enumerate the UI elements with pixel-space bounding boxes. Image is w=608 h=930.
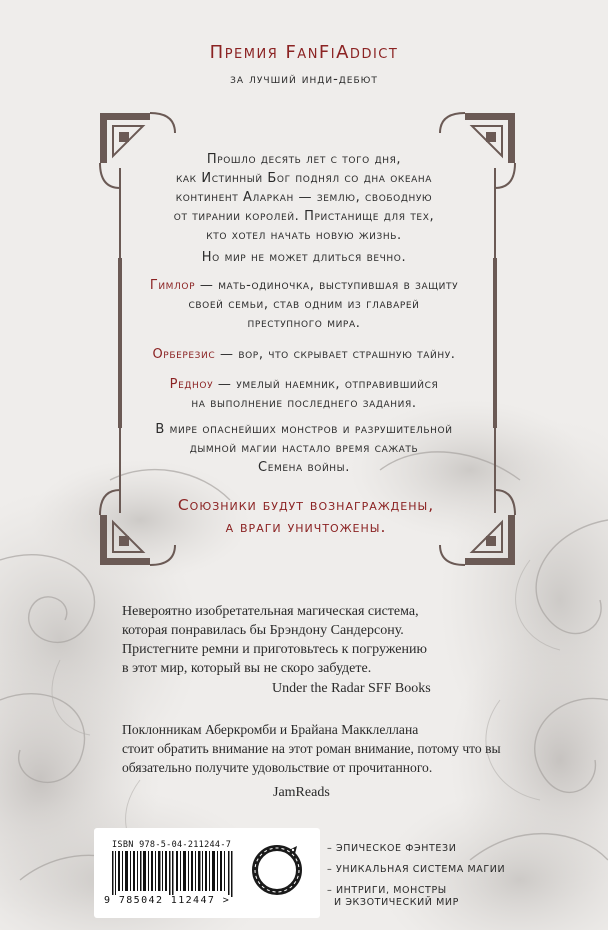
blurb-line2: Но мир не может длиться вечно. bbox=[201, 250, 407, 265]
barcode-digits: 9 785042 112447 > bbox=[104, 895, 231, 906]
ouroboros-logo-icon bbox=[245, 838, 309, 902]
character-desc: на выполнение последнего задания. bbox=[191, 396, 417, 411]
blurb-intro-line: кто хотел начать новую жизнь. bbox=[206, 228, 402, 243]
review-line: обязательно получите удовольствие от прочитанного. bbox=[122, 760, 433, 775]
review-quote bbox=[122, 720, 522, 777]
review-line: Невероятно изобретательная магическая система, bbox=[122, 604, 419, 619]
review-source: JamReads bbox=[273, 785, 330, 800]
character-name: Орберезис bbox=[152, 347, 216, 362]
blurb-intro bbox=[118, 150, 490, 245]
review-line: стоит обратить внимание на этот роман внимание, потому что вы bbox=[122, 741, 501, 756]
tagline-line: а враги уничтожены. bbox=[225, 518, 387, 536]
character-desc: своей семьи, став одним из главарей bbox=[188, 297, 420, 312]
award-subtitle: за лучший инди-дебют bbox=[230, 72, 378, 87]
character-rednou bbox=[118, 375, 490, 413]
blurb-intro-line: от тирании королей. Пристанище для тех, bbox=[173, 209, 435, 224]
character-name: Редноу bbox=[169, 377, 214, 392]
blurb-intro-line: как Истинный Бог поднял со дна океана bbox=[175, 171, 433, 186]
award-title: Премия FanFiAddict bbox=[209, 42, 399, 63]
feature-item: – ИНТРИГИ, МОНСТРЫ bbox=[327, 885, 447, 896]
review-line: которая понравилась бы Брэндону Сандерсону. bbox=[122, 623, 404, 638]
character-desc: — мать-одиночка, выступившая в защиту bbox=[195, 278, 459, 293]
character-desc: — вор, что скрывает страшную тайну. bbox=[215, 347, 456, 362]
blurb-closing bbox=[118, 420, 490, 477]
blurb-intro-line: континент Аларкан — землю, свободную bbox=[175, 190, 433, 205]
feature-item: – ЭПИЧЕСКОЕ ФЭНТЕЗИ bbox=[327, 843, 457, 854]
character-name: Гимлор bbox=[149, 278, 196, 293]
character-desc: — умелый наемник, отправившийся bbox=[213, 377, 439, 392]
blurb-closing-line: дымной магии настало время сажать bbox=[189, 441, 419, 456]
review-line: Поклонникам Аберкромби и Брайана Макклеллана bbox=[122, 722, 419, 737]
blurb-closing-line: Семена войны. bbox=[258, 460, 350, 475]
review-line: Пристегните ремни и приготовьтесь к погружению bbox=[122, 642, 427, 657]
tagline bbox=[100, 494, 512, 538]
review-quote bbox=[122, 602, 492, 678]
tagline-line: Союзники будут вознаграждены, bbox=[177, 496, 435, 514]
blurb-intro-line: Прошло десять лет с того дня, bbox=[206, 152, 402, 167]
feature-item: И ЭКЗОТИЧЕСКИЙ МИР bbox=[334, 897, 459, 908]
character-desc: преступного мира. bbox=[247, 316, 361, 331]
character-gimlor bbox=[118, 276, 490, 333]
review-line: в этот мир, который вы не скоро забудете. bbox=[122, 661, 372, 676]
barcode bbox=[112, 851, 234, 897]
isbn-label: ISBN 978-5-04-211244-7 bbox=[112, 840, 232, 850]
review-source: Under the Radar SFF Books bbox=[272, 681, 431, 696]
blurb-closing-line: В мире опаснейших монстров и разрушительной bbox=[155, 422, 453, 437]
character-orberezis bbox=[118, 345, 490, 364]
feature-item: – УНИКАЛЬНАЯ СИСТЕМА МАГИИ bbox=[327, 864, 506, 875]
